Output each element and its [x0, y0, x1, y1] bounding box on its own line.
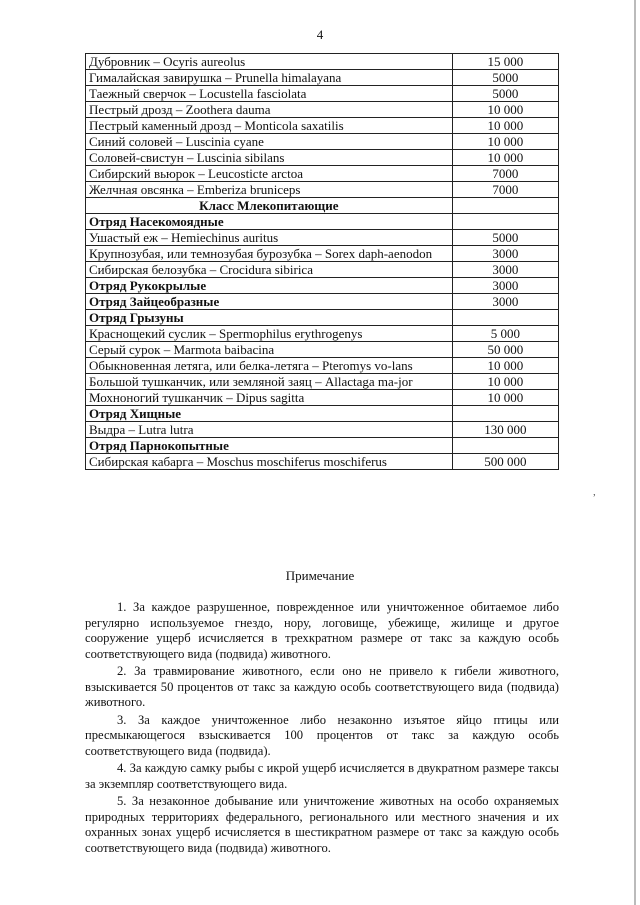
order-header-row: [86, 214, 559, 230]
species-name-cell: Краснощекий суслик – Spermophilus erythrogenys: [86, 326, 453, 342]
rate-cell: 130 000: [452, 422, 558, 438]
rate-cell: 50 000: [452, 342, 558, 358]
note-paragraph: 3. За каждое уничтоженное либо незаконно изъятое яйцо птицы или пресмыкающегося взыскивается 100 процентов от такс за каждую особь соответствующего вида (подвида).: [85, 712, 559, 758]
rate-cell: 10 000: [452, 150, 558, 166]
species-name-cell: Дубровник – Ocyris aureolus: [86, 54, 453, 70]
table-row: [86, 390, 559, 406]
rate-cell: 3000: [452, 294, 558, 310]
table-row: [86, 422, 559, 438]
scan-page-edge: [634, 0, 636, 905]
order-header-row: [86, 278, 559, 294]
species-name-cell: Сибирская белозубка – Crocidura sibirica: [86, 262, 453, 278]
rate-cell: [452, 406, 558, 422]
table-body: [86, 54, 559, 470]
rate-cell: 7000: [452, 182, 558, 198]
rate-cell: 3000: [452, 278, 558, 294]
species-name-cell: Выдра – Lutra lutra: [86, 422, 453, 438]
rate-cell: 5000: [452, 70, 558, 86]
table-row: [86, 86, 559, 102]
order-header-row: [86, 294, 559, 310]
species-name-cell: Отряд Грызуны: [86, 310, 453, 326]
species-name-cell: Класс Млекопитающие: [86, 198, 453, 214]
table-row: [86, 182, 559, 198]
rate-cell: 10 000: [452, 374, 558, 390]
note-paragraph: 1. За каждое разрушенное, поврежденное или уничтоженное обитаемое либо регулярно используемое гнездо, нору, логовище, убежище, жилище и другое сооружение ущерб исчисляется в трехкратном размере от такс за каждую особь соответствующего вида (подвида) животного.: [85, 600, 559, 661]
rate-cell: 15 000: [452, 54, 558, 70]
table-row: [86, 54, 559, 70]
rate-cell: [452, 198, 558, 214]
species-name-cell: Пестрый каменный дрозд – Monticola saxatilis: [86, 118, 453, 134]
rate-cell: [452, 214, 558, 230]
rate-cell: 500 000: [452, 454, 558, 470]
rate-cell: 10 000: [452, 102, 558, 118]
table-row: [86, 118, 559, 134]
rate-cell: 5000: [452, 230, 558, 246]
notes-title: Примечание: [285, 568, 355, 583]
page-number: 4: [316, 27, 324, 42]
table-row: [86, 374, 559, 390]
species-name-cell: Соловей-свистун – Luscinia sibilans: [86, 150, 453, 166]
rate-cell: 5000: [452, 86, 558, 102]
species-name-cell: Синий соловей – Luscinia cyane: [86, 134, 453, 150]
species-name-cell: Крупнозубая, или темнозубая бурозубка – Sorex daph-aenodon: [86, 246, 453, 262]
table-row: [86, 230, 559, 246]
note-paragraph: 2. За травмирование животного, если оно не привело к гибели животного, взыскивается 50 процентов от такс за каждую особь соответствующего вида (подвида) животного.: [85, 664, 559, 709]
scan-mark: ,: [593, 486, 596, 498]
table-row: [86, 166, 559, 182]
species-name-cell: Таежный сверчок – Locustella fasciolata: [86, 86, 453, 102]
species-name-cell: Сибирский вьюрок – Leucosticte arctoa: [86, 166, 453, 182]
class-header-row: [86, 198, 559, 214]
species-name-cell: Обыкновенная летяга, или белка-летяга – Pteromys vo-lans: [86, 358, 453, 374]
order-header-row: [86, 438, 559, 454]
species-name-cell: Серый сурок – Marmota baibacina: [86, 342, 453, 358]
species-name-cell: Мохноногий тушканчик – Dipus sagitta: [86, 390, 453, 406]
rate-cell: 5 000: [452, 326, 558, 342]
rate-cell: 3000: [452, 262, 558, 278]
order-header-row: [86, 406, 559, 422]
species-name-cell: Отряд Парнокопытные: [86, 438, 453, 454]
species-name-cell: Отряд Насекомоядные: [86, 214, 453, 230]
species-rate-table: [85, 53, 559, 470]
table-row: [86, 246, 559, 262]
table-row: [86, 134, 559, 150]
rate-cell: 10 000: [452, 358, 558, 374]
table-row: [86, 262, 559, 278]
table-row: [86, 358, 559, 374]
table-row: [86, 454, 559, 470]
note-paragraph: 5. За незаконное добывание или уничтожение животных на особо охраняемых природных территориях федерального, регионального или местного значения и их охранных зонах ущерб исчисляется в шестикратном размере от такс за каждую особь соответствующего вида (подвида) животного.: [85, 794, 559, 855]
rate-cell: [452, 438, 558, 454]
table-row: [86, 70, 559, 86]
table-row: [86, 102, 559, 118]
rate-cell: 3000: [452, 246, 558, 262]
species-name-cell: Ушастый еж – Hemiechinus auritus: [86, 230, 453, 246]
rate-cell: 10 000: [452, 134, 558, 150]
rate-cell: [452, 310, 558, 326]
rate-cell: 10 000: [452, 390, 558, 406]
species-name-cell: Отряд Рукокрылые: [86, 278, 453, 294]
species-name-cell: Сибирская кабарга – Moschus moschiferus moschiferus: [86, 454, 453, 470]
species-name-cell: Отряд Зайцеобразные: [86, 294, 453, 310]
species-name-cell: Гималайская завирушка – Prunella himalayana: [86, 70, 453, 86]
species-name-cell: Пестрый дрозд – Zoothera dauma: [86, 102, 453, 118]
table-row: [86, 326, 559, 342]
table-row: [86, 150, 559, 166]
notes-section: [85, 600, 559, 858]
rate-cell: 10 000: [452, 118, 558, 134]
order-header-row: [86, 310, 559, 326]
table-row: [86, 342, 559, 358]
rate-cell: 7000: [452, 166, 558, 182]
note-paragraph: 4. За каждую самку рыбы с икрой ущерб исчисляется в двукратном размере таксы за экземпляр соответствующего вида.: [85, 761, 559, 791]
species-name-cell: Большой тушканчик, или земляной заяц – Allactaga ma-jor: [86, 374, 453, 390]
species-name-cell: Желчная овсянка – Emberiza bruniceps: [86, 182, 453, 198]
species-name-cell: Отряд Хищные: [86, 406, 453, 422]
